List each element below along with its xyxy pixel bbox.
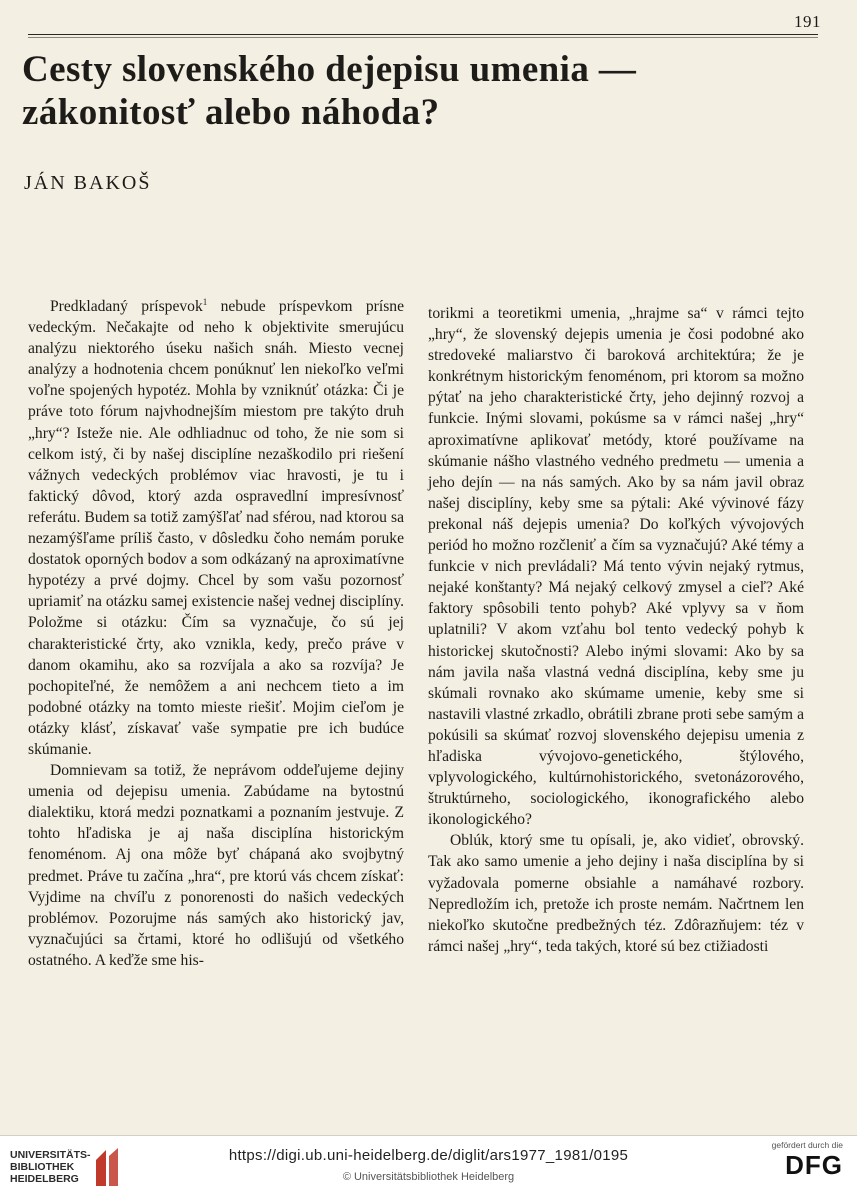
- article-title-line-2: zákonitosť alebo náhoda?: [22, 92, 440, 133]
- permalink-url[interactable]: https://digi.ub.uni-heidelberg.de/diglit/ars1977_1981/0195: [228, 1147, 629, 1164]
- text-column-left: [28, 296, 404, 971]
- paragraph: Domnievam sa totiž, že neprávom oddeľujeme dejiny umenia od dejepisu umenia. Zabúdame na bytostnú dialektiku, ktorá medzi poznatkami a poznaním jestvuje. Z tohto hľadiska je aj naša disciplína historickým fenoménom. Aj ona môže byť chápaná ako svojbytný predmet. Práve tu začína „hra“, pre ktorú vás chcem získať: Vyjdime na chvíľu z ponorenosti do našich vedeckých problémov. Pozorujme nás samých ako historický jav, vyznačujúci sa črtami, ktoré ho odlišujú od všetkého ostatného. A keďže sme his-: [28, 762, 404, 969]
- library-name-line: HEIDELBERG: [10, 1173, 79, 1185]
- paragraph: torikmi a teoretikmi umenia, „hrajme sa“ v rámci tejto „hry“, že slovenský dejepis umenia je čosi podobné ako stredoveké maliarstvo či baroková architektúra; že je konkrétnym historickým fenoménom, pri ktorom sa možno pýtať na jeho charakteristické črty, jeho dejinný rozvoj a funkcie. Inými slovami, pokúsme sa v rámci našej „hry“ aproximatívne aplikovať metódy, ktoré používame na skúmanie nášho vlastného vedného predmetu — umenia a jeho dejín — na nás samých. Ako by sa nám javil obraz našej disciplíny, keby sme sa pýtali: Aké vývinové fázy prekonal náš dejepis umenia? Do koľkých vývojových periód ho možno rozčleniť a čím sa vyznačujú? Aké témy a funkcie v nich prevládali? Má tento vývin nejaký rytmus, nejaké konštanty? Má nejaký celkový zmysel a cieľ? Aké faktory spôsobili tento pohyb? Aké vplyvy sa v ňom uplatnili? V akom vzťahu bol tento vedecký pohyb k historickej skutočnosti? Alebo inými slovami: Ako by sa nám javila naša vlastná vedná disciplína, keby sme ju skúmali rovnako ako skúmame umenie, keby sme si nastavili vlastné zrkadlo, obrátili zbrane proti sebe samým a pokúsili sa skúmať rozvoj slovenského dejepisu umenia z hľadiska vývojovo-genetického, štýlového, vplyvologického, kultúrnohistorického, svetonázorového, štruktúrneho, sociologického, ikonografického alebo ikonologického?: [428, 305, 804, 829]
- header-rule-secondary: [28, 37, 818, 38]
- article-author: JÁN BAKOŠ: [24, 172, 152, 194]
- funding-label: gefördert durch die: [771, 1140, 843, 1150]
- header-rule: [28, 34, 818, 35]
- paragraph: [28, 296, 404, 760]
- page-number: 191: [794, 12, 821, 31]
- paragraph-text: nebude príspevkom prísne vedeckým. Nečakajte od neho k objektivite smerujúcu analýzu niektorého úseku našich snáh. Miesto vecnej analýzy a hodnotenia chcem ponúknuť len niekoľko veľmi voľne spojených hypotéz. Mohla by vzniknúť otázka: Či je práve toto fórum najvhodnejším miestom pre takýto druh „hry“? Isteže nie. Ale odhliadnuc od toho, že nie som si celkom istý, či by našej disciplíne nezaškodilo pri riešení vážnych vedeckých problémov viac hravosti, je tu i faktický dôvod, ktorý azda ospravedlní impresívnosť referátu. Budem sa totiž zamýšľať nad sférou, nad ktorou sa nezamýšľame príliš často, v dôsledku čoho nemám poruke dostatok oporných bodov a som odkázaný na aproximatívne hypotézy a prvé dojmy. Chcel by som vašu pozornosť upriamiť na otázku samej existencie našej vednej disciplíny. Položme si otázku: Čím sa vyznačuje, čo sú jej charakteristické črty, ako vznikla, kedy, prečo práve v danom okamihu, ako sa rozvíjala a ako sa rozvíja? Je pochopiteľné, že nemôžem a ani nechcem tieto a im podobné otázky na tomto mieste riešiť. Mojim cieľom je otázky klásť, získavať vaše sympatie pre ich budúce skúmanie.: [28, 298, 404, 758]
- dfg-logo-text: DFG: [785, 1150, 843, 1180]
- library-name-line: BIBLIOTHEK: [10, 1161, 75, 1173]
- footnote-marker[interactable]: 1: [202, 296, 208, 307]
- article-title-line-1: Cesty slovenského dejepisu umenia —: [22, 49, 637, 90]
- paragraph: Oblúk, ktorý sme tu opísali, je, ako vidieť, obrovský. Tak ako samo umenie a jeho dejiny i naša disciplína by si vyžadovala pomerne obsiahle a namáhavé rozbory. Nepredložím ich, pretože ich proste nemám. Načrtnem len niekoľko skutočne predbežných téz. Zdôrazňujem: téz v rámci našej „hry“, teda takých, ktoré sú bez ctižiadosti: [428, 832, 804, 955]
- viewer-footer: [0, 1135, 857, 1196]
- article-title: [22, 48, 822, 134]
- funding-logo[interactable]: [753, 1140, 843, 1180]
- text-column-right: [428, 303, 804, 957]
- copyright-notice: © Universitätsbibliothek Heidelberg: [342, 1171, 515, 1183]
- paragraph-text: Predkladaný príspevok: [50, 298, 203, 315]
- library-name-line: UNIVERSITÄTS-: [10, 1149, 91, 1161]
